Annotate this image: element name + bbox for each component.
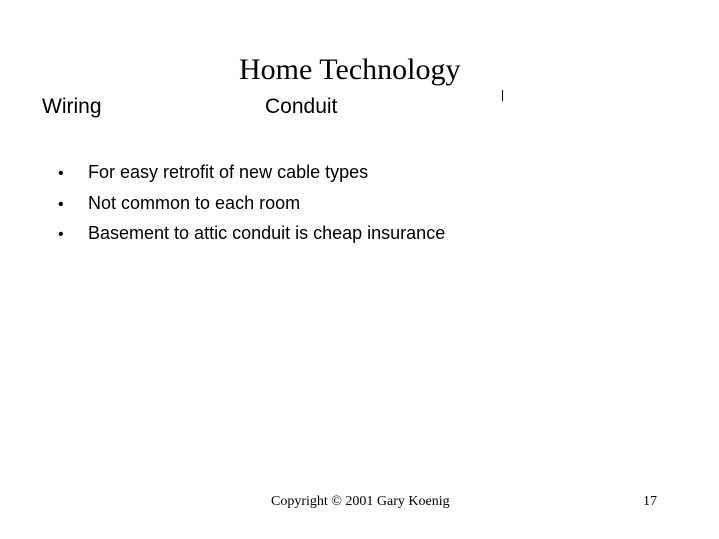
bullet-text: Not common to each room [88, 192, 301, 213]
bullet-icon: • [58, 165, 64, 182]
bullet-text: For easy retrofit of new cable types [88, 162, 369, 182]
bullet-text: Basement to attic conduit is cheap insurance [88, 223, 446, 243]
bullet-item [58, 219, 445, 250]
slide-subtitle: Conduit [265, 95, 338, 118]
bullet-item [58, 158, 445, 189]
footer-copyright: Copyright © 2001 Gary Koenig [271, 494, 450, 509]
text-cursor-mark [502, 90, 503, 101]
bullet-icon: • [58, 226, 64, 243]
bullet-list [58, 158, 445, 250]
bullet-icon: • [58, 195, 64, 213]
page-number: 17 [643, 494, 657, 509]
bullet-item [58, 189, 445, 220]
slide-title: Home Technology [239, 53, 461, 86]
section-label: Wiring [42, 95, 102, 118]
